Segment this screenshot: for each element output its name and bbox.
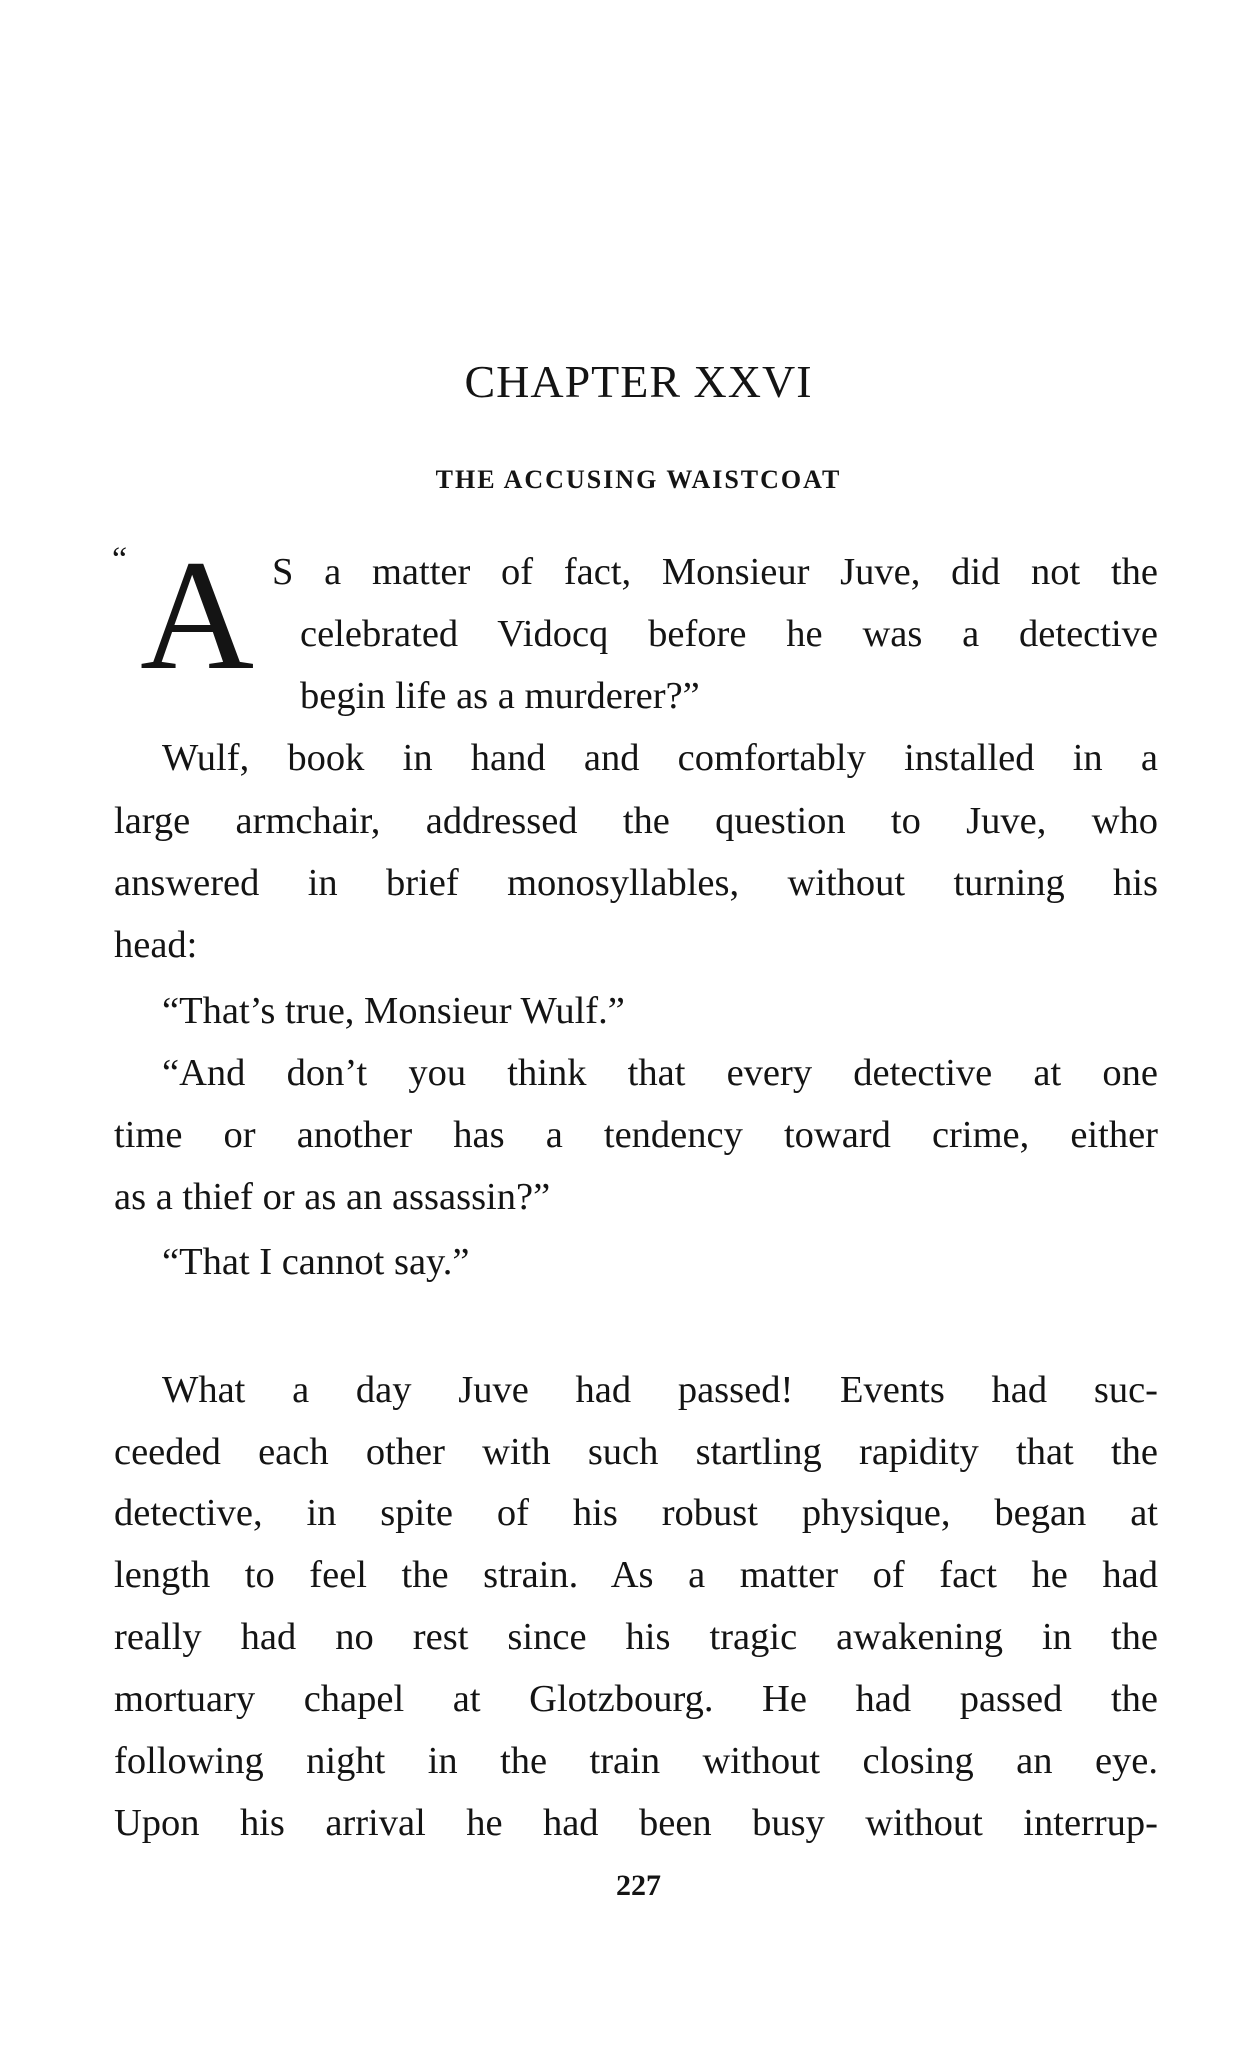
page-number: 227 [616, 1869, 661, 1902]
text-line: detective, in spite of his robust physique, began at [114, 1492, 1158, 1534]
text-line: What a day Juve had passed! Events had suc- [162, 1369, 1158, 1411]
text-line: begin life as a murderer?” [300, 675, 700, 717]
text-line: “And don’t you think that every detective at one [162, 1052, 1158, 1094]
text-line: Upon his arrival he had been busy without interrup- [114, 1802, 1158, 1844]
text-line: large armchair, addressed the question to Juve, who [114, 800, 1158, 842]
text-line: Wulf, book in hand and comfortably installed in a [162, 737, 1158, 779]
text-line: time or another has a tendency toward crime, either [114, 1114, 1158, 1156]
opening-quote-mark: “ [112, 541, 128, 578]
chapter-subtitle: THE ACCUSING WAISTCOAT [435, 465, 842, 494]
text-line: celebrated Vidocq before he was a detective [300, 613, 1158, 655]
drop-cap-letter: A [140, 528, 255, 703]
chapter-title: CHAPTER XXVI [464, 356, 813, 407]
text-line: “That I cannot say.” [162, 1241, 470, 1283]
text-line: head: [114, 924, 198, 966]
text-line: following night in the train without closing an eye. [114, 1740, 1158, 1782]
text-line: “That’s true, Monsieur Wulf.” [162, 990, 625, 1032]
text-line: really had no rest since his tragic awakening in the [114, 1616, 1158, 1658]
text-line: answered in brief monosyllables, without turning his [114, 862, 1158, 904]
text-line: mortuary chapel at Glotzbourg. He had passed the [114, 1678, 1158, 1720]
text-line: as a thief or as an assassin?” [114, 1176, 551, 1218]
text-line: length to feel the strain. As a matter of fact he had [114, 1554, 1158, 1596]
text-line: S a matter of fact, Monsieur Juve, did not the [272, 551, 1158, 593]
text-line: ceeded each other with such startling rapidity that the [114, 1431, 1158, 1473]
